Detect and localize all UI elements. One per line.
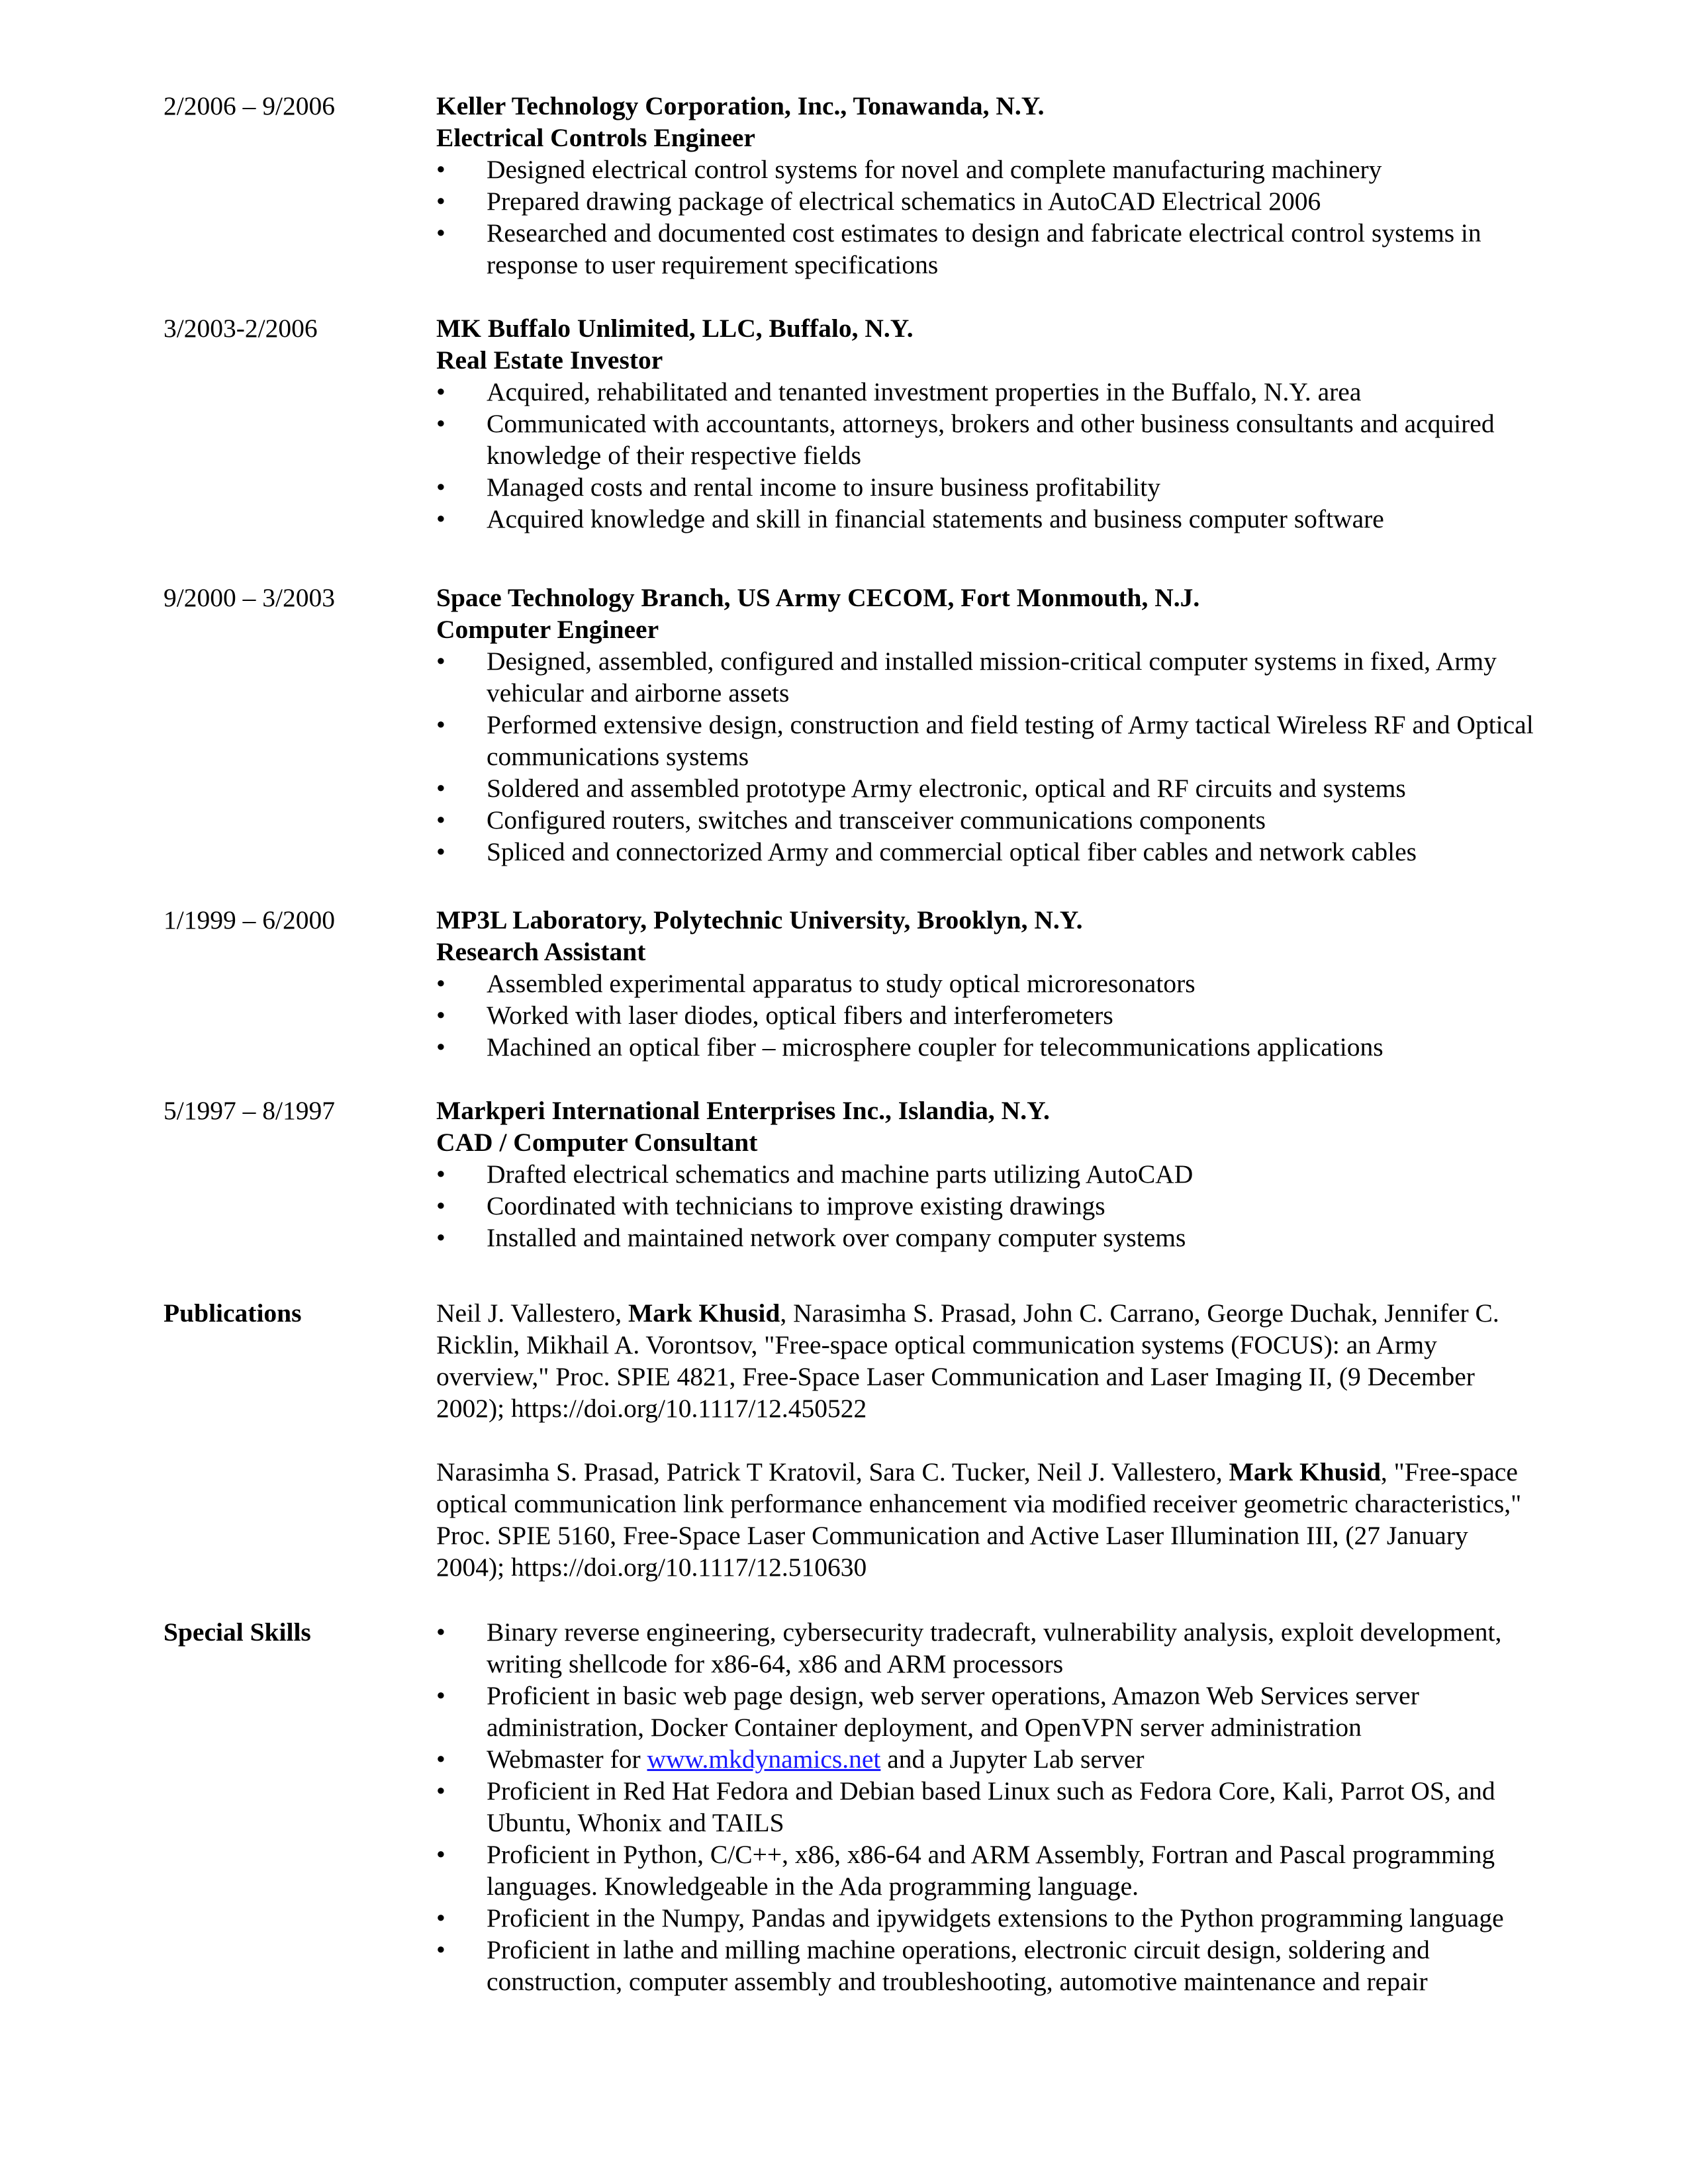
- list-item: [436, 376, 1535, 408]
- list-item: [436, 217, 1535, 281]
- mkdynamics-link[interactable]: www.mkdynamics.net: [647, 1745, 881, 1774]
- list-item: [436, 503, 1535, 535]
- list-item: [436, 709, 1535, 772]
- list-item: [436, 1190, 1535, 1222]
- publication-highlight-author: Mark Khusid: [628, 1298, 780, 1328]
- entry-role: Real Estate Investor: [436, 345, 663, 375]
- bullet-text: Worked with laser diodes, optical fibers and interferometers: [487, 1001, 1113, 1030]
- publication-details: , "Free-space optical communication link performance enhancement via modified receiver geometric characteristics," Proc. SPIE 5160, Free-Space Laser Communication and Active Laser Illumination III, (27 January 2004); https://doi.org/10.1117/12.510630: [436, 1457, 1522, 1582]
- publication-authors-pre: Narasimha S. Prasad, Patrick T Kratovil, Sara C. Tucker, Neil J. Vallestero,: [436, 1457, 1229, 1486]
- entry-organization: Markperi International Enterprises Inc., Islandia, N.Y.: [436, 1096, 1050, 1125]
- list-item: [436, 154, 1535, 185]
- bullet-text: Spliced and connectorized Army and commercial optical fiber cables and network cables: [487, 837, 1417, 866]
- section-label-publications: Publications: [164, 1298, 302, 1328]
- bullet-text: Binary reverse engineering, cybersecurity tradecraft, vulnerability analysis, exploit development, writing shellcode for x86-64, x86 and ARM processors: [487, 1617, 1502, 1678]
- section-label-skills: Special Skills: [164, 1617, 311, 1647]
- list-item: [436, 1031, 1535, 1063]
- list-item: [436, 1902, 1535, 1934]
- list-item: [436, 471, 1535, 503]
- bullet-text: Proficient in basic web page design, web server operations, Amazon Web Services server administration, Docker Container deployment, and OpenVPN server administration: [487, 1681, 1419, 1742]
- list-item: [436, 185, 1535, 217]
- bullet-text: Coordinated with technicians to improve existing drawings: [487, 1191, 1105, 1220]
- skills-bullet-list: [436, 1616, 1535, 1997]
- entry-organization: Space Technology Branch, US Army CECOM, Fort Monmouth, N.J.: [436, 583, 1200, 612]
- entry-bullet-list: [436, 1158, 1535, 1253]
- list-item: [436, 836, 1535, 868]
- entry-role: Research Assistant: [436, 937, 646, 966]
- bullet-icon: •: [436, 1840, 445, 1869]
- list-item: [436, 1775, 1535, 1839]
- entry-content: [436, 90, 1535, 281]
- publication-authors-pre: Neil J. Vallestero,: [436, 1298, 628, 1328]
- entry-bullet-list: [436, 645, 1535, 868]
- list-item: [436, 408, 1535, 471]
- list-item: [436, 1158, 1535, 1190]
- bullet-text: Acquired, rehabilitated and tenanted investment properties in the Buffalo, N.Y. area: [487, 377, 1362, 406]
- bullet-icon: •: [436, 155, 445, 184]
- entry-content: [436, 582, 1535, 868]
- bullet-icon: •: [436, 1032, 445, 1062]
- entry-dates: 9/2000 – 3/2003: [164, 583, 335, 612]
- bullet-icon: •: [436, 218, 445, 248]
- entry-dates: 2/2006 – 9/2006: [164, 91, 335, 120]
- entry-dates: 3/2003-2/2006: [164, 314, 318, 343]
- bullet-text: Acquired knowledge and skill in financial statements and business computer software: [487, 504, 1384, 533]
- list-item: [436, 1222, 1535, 1253]
- bullet-icon: •: [436, 1745, 445, 1774]
- bullet-text: Designed electrical control systems for novel and complete manufacturing machinery: [487, 155, 1382, 184]
- bullet-text: Communicated with accountants, attorneys, brokers and other business consultants and acquired knowledge of their respective fields: [487, 409, 1495, 470]
- publication-item: [436, 1297, 1535, 1424]
- bullet-text: Machined an optical fiber – microsphere coupler for telecommunications applications: [487, 1032, 1383, 1062]
- list-item: [436, 804, 1535, 836]
- bullet-icon: •: [436, 1617, 445, 1647]
- publication-details: , Narasimha S. Prasad, John C. Carrano, George Duchak, Jennifer C. Ricklin, Mikhail A. Vorontsov, "Free-space optical communication systems (FOCUS): an Army overview," Proc. SPIE 4821, Free-Space Laser Communication and Laser Imaging II, (9 December 2002); https://doi.org/10.1117/12.450522: [436, 1298, 1499, 1423]
- bullet-icon: •: [436, 187, 445, 216]
- bullet-icon: •: [436, 710, 445, 739]
- bullet-text: Proficient in the Numpy, Pandas and ipywidgets extensions to the Python programming language: [487, 1903, 1504, 1933]
- skills-content: [436, 1616, 1535, 1997]
- bullet-icon: •: [436, 409, 445, 438]
- entry-bullet-list: [436, 968, 1535, 1063]
- entry-content: [436, 312, 1535, 535]
- list-item: [436, 772, 1535, 804]
- bullet-text: Soldered and assembled prototype Army electronic, optical and RF circuits and systems: [487, 774, 1406, 803]
- bullet-icon: •: [436, 647, 445, 676]
- bullet-icon: •: [436, 837, 445, 866]
- entry-role: Electrical Controls Engineer: [436, 123, 755, 152]
- entry-role: CAD / Computer Consultant: [436, 1128, 758, 1157]
- bullet-icon: •: [436, 504, 445, 533]
- bullet-icon: •: [436, 1903, 445, 1933]
- entry-organization: Keller Technology Corporation, Inc., Tonawanda, N.Y.: [436, 91, 1045, 120]
- bullet-icon: •: [436, 1681, 445, 1710]
- list-item: [436, 968, 1535, 999]
- entry-content: [436, 1095, 1535, 1253]
- webmaster-post: and a Jupyter Lab server: [880, 1745, 1145, 1774]
- bullet-icon: •: [436, 969, 445, 998]
- bullet-icon: •: [436, 805, 445, 835]
- list-item: [436, 645, 1535, 709]
- entry-role: Computer Engineer: [436, 615, 659, 644]
- bullet-text: Configured routers, switches and transceiver communications components: [487, 805, 1266, 835]
- bullet-text: Proficient in Red Hat Fedora and Debian based Linux such as Fedora Core, Kali, Parrot OS, and Ubuntu, Whonix and TAILS: [487, 1776, 1495, 1837]
- entry-dates: 1/1999 – 6/2000: [164, 905, 335, 934]
- bullet-icon: •: [436, 1160, 445, 1189]
- entry-organization: MP3L Laboratory, Polytechnic University, Brooklyn, N.Y.: [436, 905, 1083, 934]
- bullet-icon: •: [436, 377, 445, 406]
- bullet-text: Managed costs and rental income to insure business profitability: [487, 473, 1160, 502]
- bullet-text: Performed extensive design, construction and field testing of Army tactical Wireless RF and Optical communications systems: [487, 710, 1534, 771]
- bullet-icon: •: [436, 1001, 445, 1030]
- bullet-text: Prepared drawing package of electrical schematics in AutoCAD Electrical 2006: [487, 187, 1321, 216]
- list-item: [436, 1743, 1535, 1775]
- bullet-text: Installed and maintained network over company computer systems: [487, 1223, 1186, 1252]
- list-item: [436, 1934, 1535, 1997]
- entry-bullet-list: [436, 154, 1535, 281]
- entry-dates: 5/1997 – 8/1997: [164, 1096, 335, 1125]
- list-item: [436, 1680, 1535, 1743]
- bullet-text: Proficient in lathe and milling machine operations, electronic circuit design, soldering and construction, computer assembly and troubleshooting, automotive maintenance and repair: [487, 1935, 1430, 1996]
- bullet-icon: •: [436, 473, 445, 502]
- webmaster-pre: Webmaster for: [487, 1745, 647, 1774]
- publications-content: [436, 1297, 1535, 1583]
- bullet-text: Proficient in Python, C/C++, x86, x86-64 and ARM Assembly, Fortran and Pascal programming languages. Knowledgeable in the Ada programming language.: [487, 1840, 1495, 1901]
- publication-highlight-author: Mark Khusid: [1229, 1457, 1381, 1486]
- bullet-icon: •: [436, 1223, 445, 1252]
- bullet-text: Assembled experimental apparatus to study optical microresonators: [487, 969, 1196, 998]
- list-item: [436, 1839, 1535, 1902]
- entry-content: [436, 904, 1535, 1063]
- bullet-text: Researched and documented cost estimates to design and fabricate electrical control systems in response to user requirement specifications: [487, 218, 1481, 279]
- list-item: [436, 1616, 1535, 1680]
- bullet-text: Drafted electrical schematics and machine parts utilizing AutoCAD: [487, 1160, 1194, 1189]
- entry-organization: MK Buffalo Unlimited, LLC, Buffalo, N.Y.: [436, 314, 914, 343]
- bullet-text: Designed, assembled, configured and installed mission-critical computer systems in fixed, Army vehicular and airborne assets: [487, 647, 1497, 707]
- bullet-icon: •: [436, 774, 445, 803]
- entry-bullet-list: [436, 376, 1535, 535]
- bullet-icon: •: [436, 1776, 445, 1805]
- publication-item: [436, 1456, 1535, 1583]
- bullet-icon: •: [436, 1191, 445, 1220]
- bullet-icon: •: [436, 1935, 445, 1964]
- list-item: [436, 999, 1535, 1031]
